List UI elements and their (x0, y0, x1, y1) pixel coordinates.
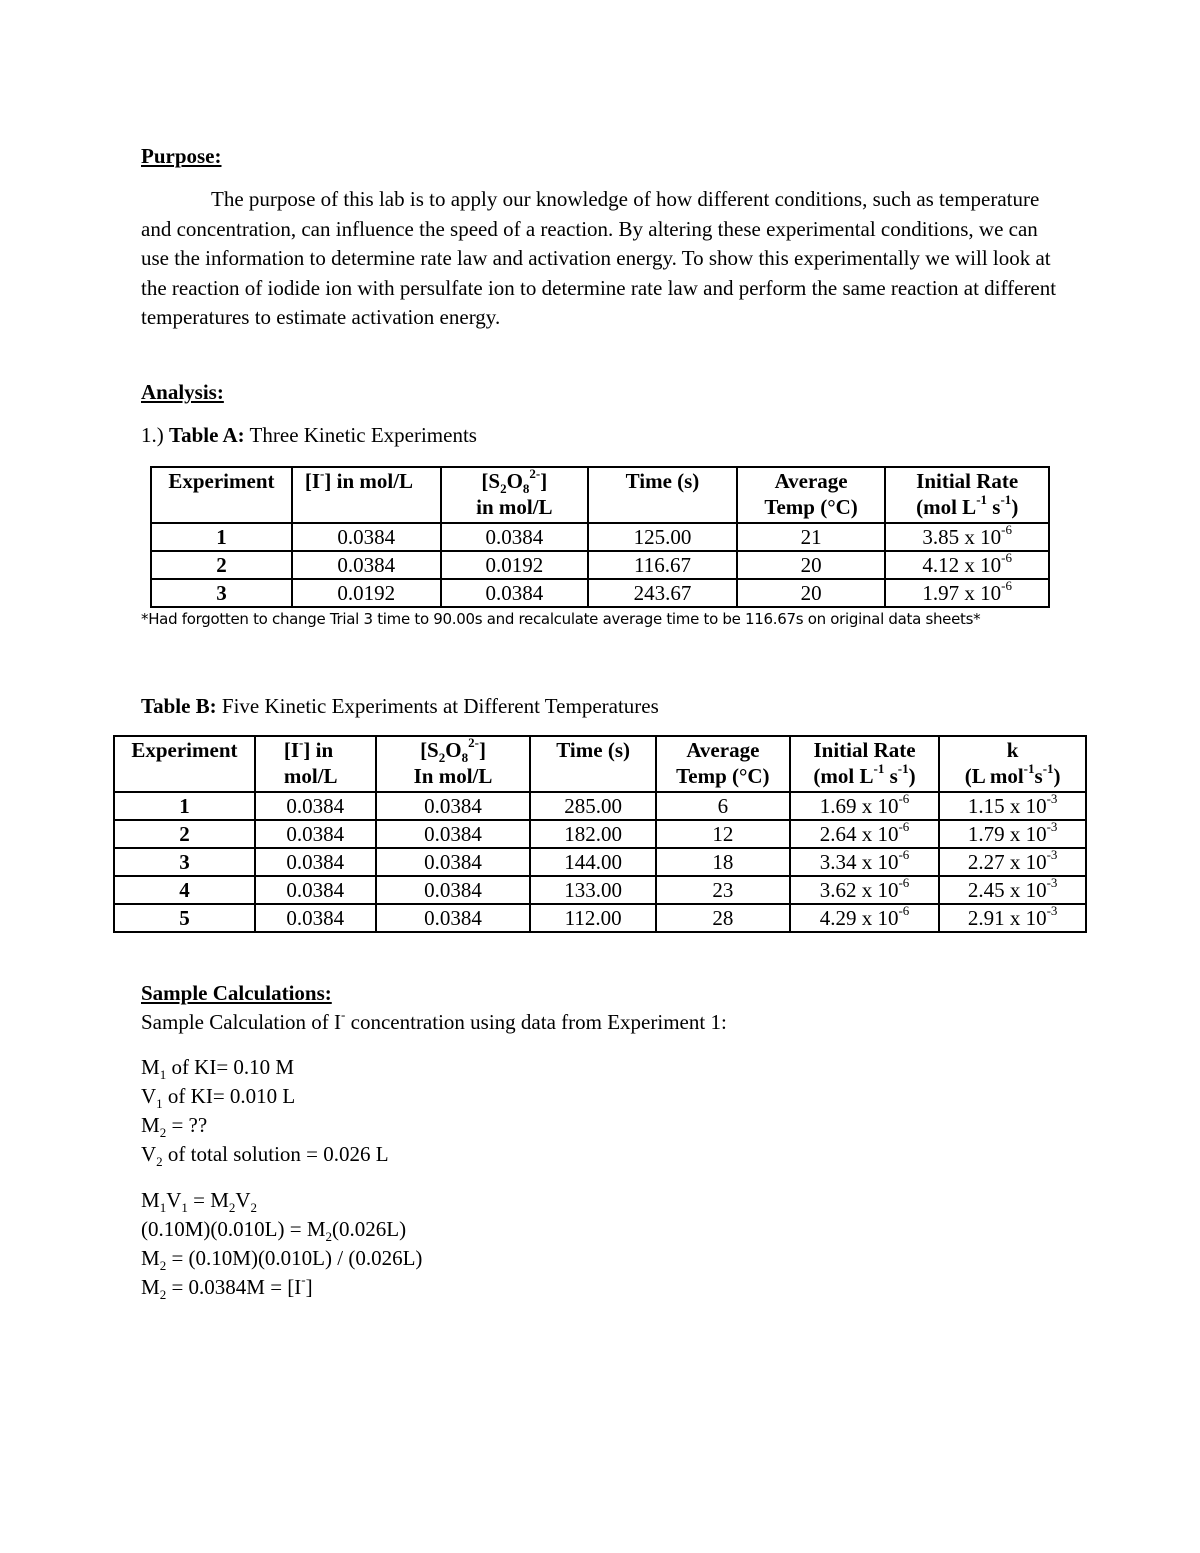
temperature-value: 21 (737, 523, 886, 551)
experiment-number: 5 (114, 904, 255, 932)
iodide-concentration: 0.0192 (292, 579, 441, 607)
rate-constant-value: 1.15 x $10^{-3}$ (939, 792, 1086, 820)
table-a-header-time: Time (s) (588, 467, 737, 523)
iodide-concentration: 0.0384 (255, 792, 376, 820)
table-a-note: *Had forgotten to change Trial 3 time to 90.00s and recalculate average time to be 116.67s on original data sheets* (141, 610, 981, 628)
sample-intro-a: Sample Calculation of I (141, 1010, 342, 1034)
m2-line: $M_2$ = ?? (141, 1113, 208, 1141)
given-values (141, 1053, 389, 1169)
initial-rate-value: 1.97 x $10^{-6}$ (885, 579, 1049, 607)
solve-line: $M_2 = (0.10M)(0.010L) / (0.026L)$ (141, 1246, 423, 1274)
experiment-number: 1 (114, 792, 255, 820)
table-b-header-row (114, 736, 1086, 792)
substitution-line: $(0.10M)(0.010L) = M_2(0.026L)$ (141, 1217, 407, 1245)
table-b-row (114, 876, 1086, 904)
persulfate-concentration: 0.0384 (376, 904, 531, 932)
persulfate-concentration: 0.0384 (441, 579, 589, 607)
iodide-concentration: 0.0384 (255, 820, 376, 848)
calculation-steps (141, 1186, 422, 1302)
initial-rate-value: 3.34 x $10^{-6}$ (790, 848, 940, 876)
iodide-concentration: 0.0384 (255, 904, 376, 932)
sample-heading: Sample Calculations: (141, 981, 332, 1005)
table-b-title: Five Kinetic Experiments at Different Temperatures (221, 694, 659, 718)
v2-text: of total solution = 0.026 L (167, 1142, 389, 1166)
table-a-label: Table A: (169, 423, 245, 447)
dilution-equation: $M_1V_1 = M_2V_2$ (141, 1188, 258, 1216)
time-value: 182.00 (530, 820, 656, 848)
m1-text: of KI= 0.10 M (171, 1055, 295, 1079)
experiment-number: 1 (151, 523, 292, 551)
table-b-row (114, 904, 1086, 932)
table-a-header-iodide: [I-] in mol/L (292, 467, 441, 523)
purpose-text: The purpose of this lab is to apply our knowledge of how different conditions, such as temperature and concentration, can influence the speed of a reaction. By altering these experimental conditions, we can use the information to determine rate law and activation energy. To show this experimentally we will look at the reaction of iodide ion with persulfate ion to determine rate law and perform the same reaction at different temperatures to estimate activation energy. (141, 187, 1057, 329)
time-value: 285.00 (530, 792, 656, 820)
result-line: $M_2 = 0.0384M = [I^-]$ (141, 1272, 313, 1303)
temperature-value: 28 (656, 904, 790, 932)
table-b-header-rate: Initial Rate (mol $L^{-1}$ $s^{-1}$) (790, 736, 940, 792)
table-b (113, 735, 1087, 933)
temperature-value: 20 (737, 551, 886, 579)
table-a-header-experiment: Experiment (151, 467, 292, 523)
experiment-number: 3 (151, 579, 292, 607)
rate-constant-value: 2.27 x $10^{-3}$ (939, 848, 1086, 876)
table-b-header-persulfate: $[S_2O_8^{2-}]$ In mol/L (376, 736, 531, 792)
temperature-value: 6 (656, 792, 790, 820)
table-b-header-experiment: Experiment (114, 736, 255, 792)
sample-intro-b: concentration using data from Experiment 1: (350, 1010, 727, 1034)
table-a-header-row (151, 467, 1049, 523)
m2-text: = ?? (171, 1113, 208, 1137)
table-b-row (114, 848, 1086, 876)
iodide-concentration: 0.0384 (255, 848, 376, 876)
time-value: 144.00 (530, 848, 656, 876)
iodide-concentration: 0.0384 (255, 876, 376, 904)
table-a-prefix: 1.) (141, 423, 164, 447)
table-a-header-rate: Initial Rate (mol $L^{-1}$ $s^{-1}$) (885, 467, 1049, 523)
initial-rate-value: 2.64 x $10^{-6}$ (790, 820, 940, 848)
temperature-value: 20 (737, 579, 886, 607)
v2-line: $V_2$ of total solution = 0.026 L (141, 1142, 389, 1170)
experiment-number: 3 (114, 848, 255, 876)
time-value: 112.00 (530, 904, 656, 932)
iodide-concentration: 0.0384 (292, 523, 441, 551)
purpose-heading: Purpose: (141, 144, 222, 168)
table-b-header-temp: Average Temp (°C) (656, 736, 790, 792)
table-b-label: Table B: (141, 694, 217, 718)
table-a-caption (141, 423, 477, 448)
m1-line: $M_1$ of KI= 0.10 M (141, 1055, 295, 1083)
experiment-number: 2 (151, 551, 292, 579)
table-b-caption (141, 694, 659, 719)
experiment-number: 4 (114, 876, 255, 904)
table-a-title: Three Kinetic Experiments (249, 423, 477, 447)
persulfate-concentration: 0.0192 (441, 551, 589, 579)
experiment-number: 2 (114, 820, 255, 848)
persulfate-concentration: 0.0384 (441, 523, 589, 551)
v1-text: of KI= 0.010 L (167, 1084, 296, 1108)
table-a-header-persulfate: $[S_2O_8^{2-}]$ in mol/L (441, 467, 589, 523)
temperature-value: 18 (656, 848, 790, 876)
analysis-heading: Analysis: (141, 380, 224, 404)
table-a (150, 466, 1050, 608)
temperature-value: 23 (656, 876, 790, 904)
table-a-header-temp: Average Temp (°C) (737, 467, 886, 523)
persulfate-concentration: 0.0384 (376, 876, 531, 904)
sample-intro: Sample Calculation of I- concentration using data from Experiment 1: (141, 1007, 727, 1034)
time-value: 116.67 (588, 551, 737, 579)
time-value: 133.00 (530, 876, 656, 904)
time-value: 243.67 (588, 579, 737, 607)
temperature-value: 12 (656, 820, 790, 848)
initial-rate-value: 3.62 x $10^{-6}$ (790, 876, 940, 904)
time-value: 125.00 (588, 523, 737, 551)
rate-constant-value: 2.91 x $10^{-3}$ (939, 904, 1086, 932)
iodide-concentration: 0.0384 (292, 551, 441, 579)
persulfate-concentration: 0.0384 (376, 820, 531, 848)
table-b-header-k: k (L $mol^{-1}s^{-1}$) (939, 736, 1086, 792)
table-a-row (151, 579, 1049, 607)
initial-rate-value: 1.69 x $10^{-6}$ (790, 792, 940, 820)
v1-line: $V_1$ of KI= 0.010 L (141, 1084, 296, 1112)
table-a-row (151, 523, 1049, 551)
purpose-paragraph (141, 185, 1061, 333)
table-b-row (114, 792, 1086, 820)
initial-rate-value: 3.85 x $10^{-6}$ (885, 523, 1049, 551)
rate-constant-value: 2.45 x $10^{-3}$ (939, 876, 1086, 904)
initial-rate-value: 4.29 x $10^{-6}$ (790, 904, 940, 932)
table-b-row (114, 820, 1086, 848)
rate-constant-value: 1.79 x $10^{-3}$ (939, 820, 1086, 848)
table-b-header-iodide: [I-] in mol/L (255, 736, 376, 792)
initial-rate-value: 4.12 x $10^{-6}$ (885, 551, 1049, 579)
table-a-row (151, 551, 1049, 579)
persulfate-concentration: 0.0384 (376, 792, 531, 820)
table-b-header-time: Time (s) (530, 736, 656, 792)
persulfate-concentration: 0.0384 (376, 848, 531, 876)
